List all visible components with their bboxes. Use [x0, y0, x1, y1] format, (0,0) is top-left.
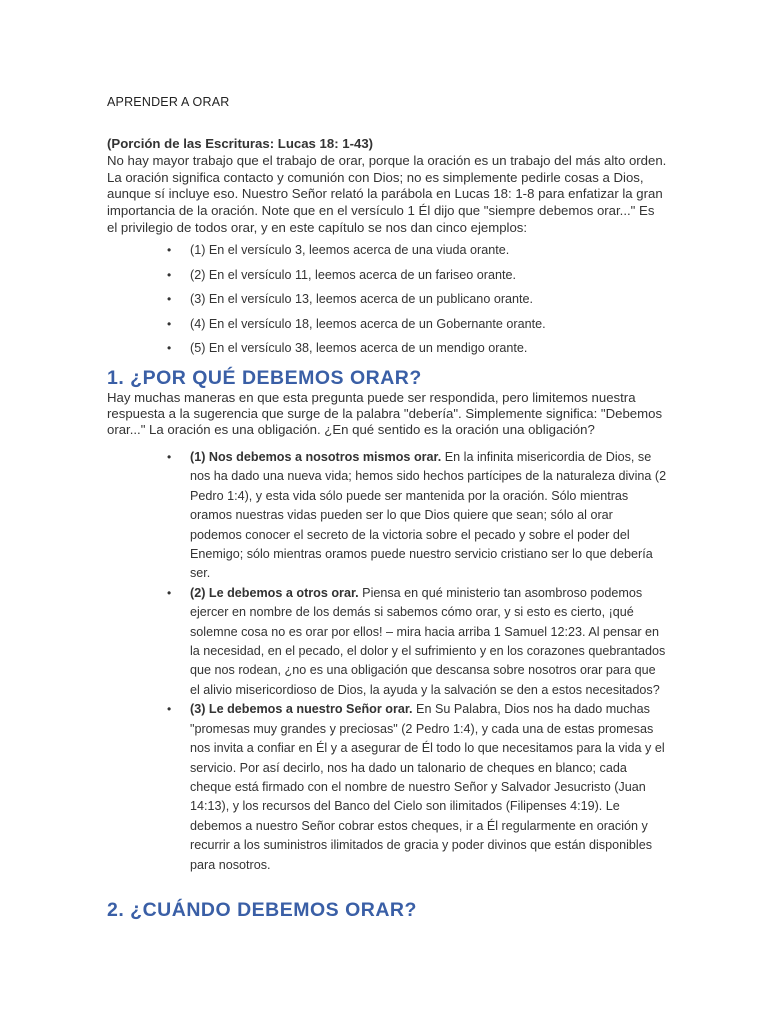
list-item: • (5) En el versículo 38, leemos acerca de un mendigo orante.: [167, 341, 528, 356]
list-item: • (3) En el versículo 13, leemos acerca de un publicano orante.: [167, 292, 534, 307]
bullet-icon: •: [167, 292, 172, 307]
document-title: APRENDER A ORAR: [107, 95, 230, 109]
intro-paragraph: No hay mayor trabajo que el trabajo de orar, porque la oración es un trabajo del más alto orden. La oración significa contacto y comunión con Dios; no es simplemente pedirle cosas a Dios, aunque sí incluye eso. Nuestro Señor relató la parábola en Lucas 18: 1-8 para enfatizar la gran importancia de la oración. Note que en el versículo 1 Él dijo que "siempre debemos orar..." Es el privilegio de todos orar, y en este capítulo se nos dan cinco ejemplos:: [107, 152, 667, 235]
scripture-reference: (Porción de las Escrituras: Lucas 18: 1-43): [107, 136, 374, 151]
list-item: [167, 584, 667, 700]
examples-list: [167, 241, 667, 364]
section-heading: 2. ¿CUÁNDO DEBEMOS ORAR?: [107, 899, 417, 921]
list-item: [167, 448, 667, 584]
point-lead: (3) Le debemos a nuestro Señor orar.: [190, 702, 413, 717]
reasons-list: [167, 448, 667, 875]
bullet-icon: •: [167, 450, 172, 464]
bullet-icon: •: [167, 267, 172, 282]
point-lead: (1) Nos debemos a nosotros mismos orar.: [190, 450, 442, 464]
section-intro-paragraph: Hay muchas maneras en que esta pregunta puede ser respondida, pero limitemos nuestra respuesta a la sugerencia que surge de la palabra "debería". Simplemente significa: "Debemos orar..." La oración es una obligación. ¿En qué sentido es la oración una obligación?: [107, 390, 663, 438]
point-text: En la infinita misericordia de Dios, se nos ha dado una nueva vida; hemos sido hechos partícipes de la naturaleza divina (2 Pedro 1:4), y esta vida sólo puede ser mantenida por la oración. Sólo mientras oramos nuestras vidas pueden ser lo que Dios quiere que sean; sólo al orar podemos conocer el secreto de la victoria sobre el pecado y sobre el poder del Enemigo; sólo mientras oramos puede nuestro servicio cristiano ser lo que debería ser.: [190, 450, 667, 581]
list-item: • (4) En el versículo 18, leemos acerca de un Gobernante orante.: [167, 316, 546, 331]
bullet-icon: •: [167, 341, 172, 356]
point-lead: (2) Le debemos a otros orar.: [190, 585, 359, 600]
list-item: [167, 700, 667, 875]
bullet-icon: •: [167, 702, 172, 717]
bullet-icon: •: [167, 585, 172, 600]
intro-block: [107, 136, 667, 237]
bullet-icon: •: [167, 243, 172, 257]
section-heading: 1. ¿POR QUÉ DEBEMOS ORAR?: [107, 367, 422, 389]
point-text: Piensa en qué ministerio tan asombroso podemos ejercer en nombre de los demás si sabemos cómo orar, y si esto es cierto, ¡qué solemne cosa no es orar por ellos! – mira hacia arriba 1 Samuel 12:23. Al pensar en la necesidad, en el pecado, el dolor y el sufrimiento y en los corazones quebrantados que nos rodean, ¿no es una obligación que descansa sobre nosotros orar para que el alivio misericordioso de Dios, la ayuda y la salvación se den a estos necesitados?: [190, 585, 666, 697]
list-item: • (1) En el versículo 3, leemos acerca de una viuda orante.: [167, 243, 510, 257]
point-text: En Su Palabra, Dios nos ha dado muchas "promesas muy grandes y preciosas" (2 Pedro 1:4), y cada una de estas promesas nos invita a confiar en Él y a asegurar de Él todo lo que necesitamos para la vida y el servicio. Por así decirlo, nos ha dado un talonario de cheques en blanco; cada cheque está firmado con el nombre de nuestro Señor y Salvador Jesucristo (Juan 14:13), y los recursos del Banco del Cielo son ilimitados (Filipenses 4:19). Le debemos a nuestro Señor cobrar estos cheques, ir a Él regularmente en oración y recurrir a los suministros ilimitados de gracia y poder divinos que están disponibles para nosotros.: [190, 702, 665, 872]
list-item: • (2) En el versículo 11, leemos acerca de un fariseo orante.: [167, 267, 516, 282]
bullet-icon: •: [167, 316, 172, 331]
